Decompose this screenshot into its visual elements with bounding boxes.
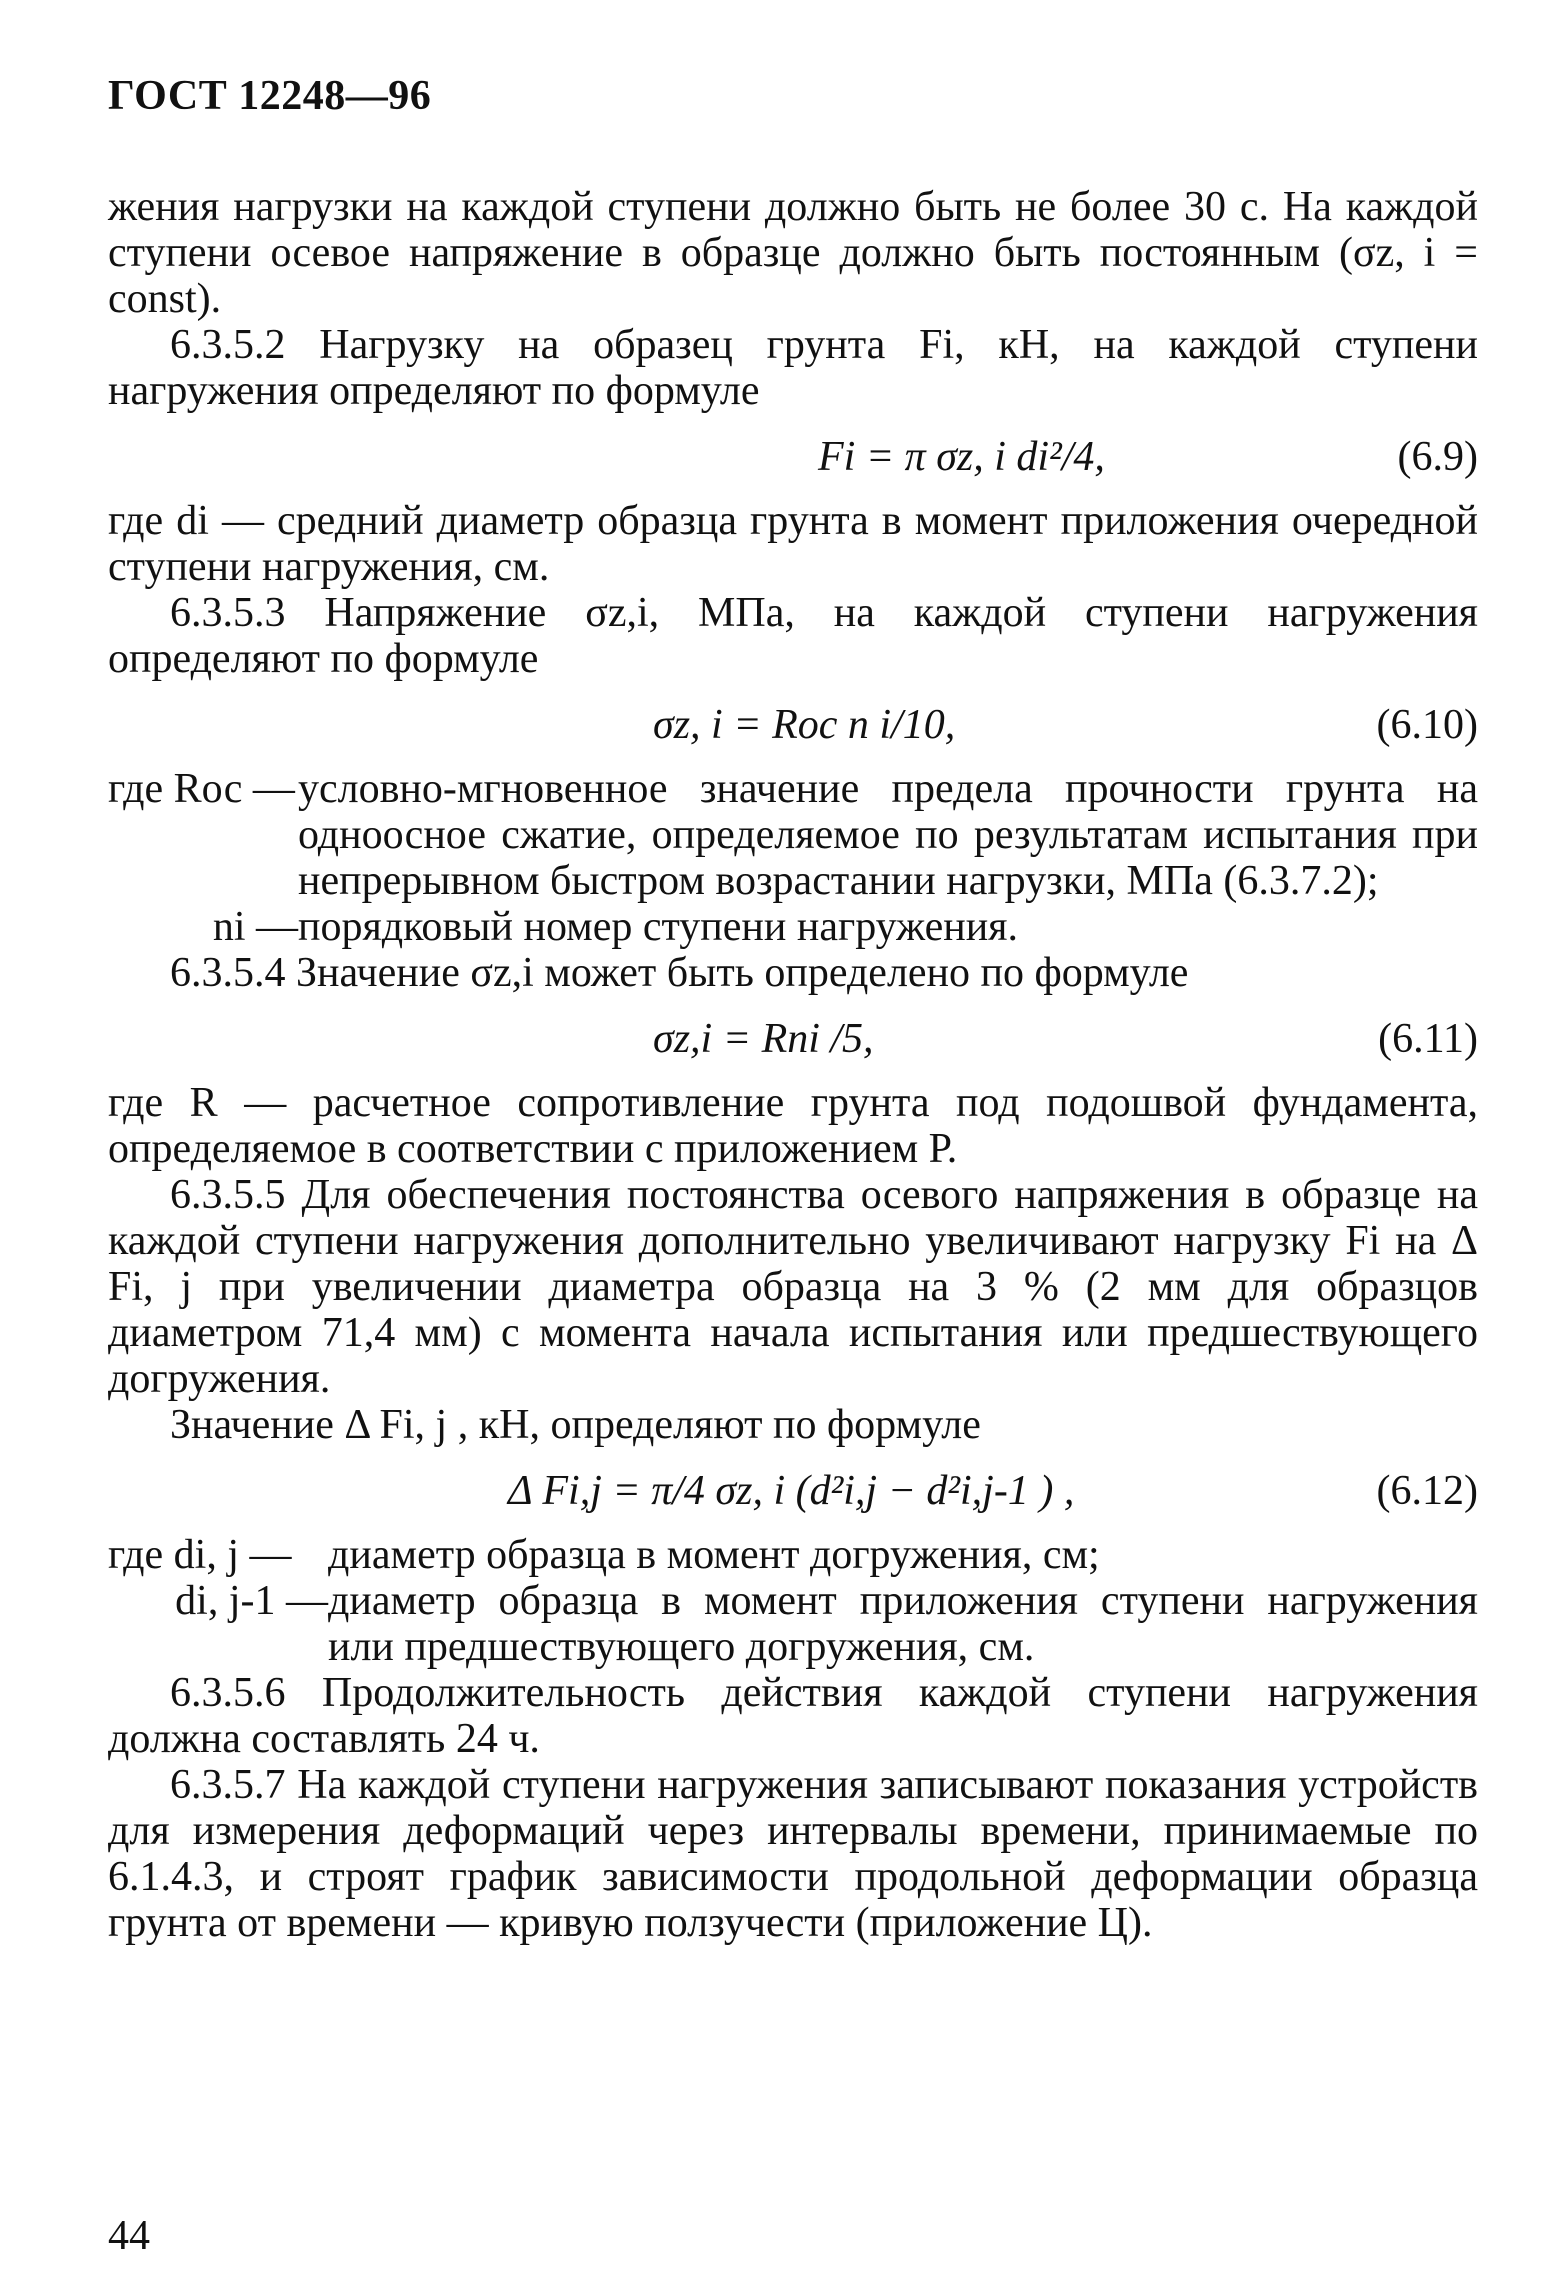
definition-list	[108, 766, 1478, 950]
document-header: ГОСТ 12248—96	[108, 73, 432, 119]
formula-number: (6.11)	[1378, 1016, 1478, 1062]
definition-row	[108, 1578, 1478, 1670]
formula-number: (6.12)	[1376, 1468, 1478, 1514]
definition-term: где Rос —	[108, 766, 295, 812]
definition-row	[108, 1532, 1478, 1578]
definition-term: ni —	[212, 904, 298, 950]
paragraph-6-3-5-6: 6.3.5.6 Продолжительность действия каждой ступени нагружения должна составлять 24 ч.	[108, 1670, 1478, 1762]
formula-6-10	[108, 694, 1478, 756]
definition-text: диаметр образца в момент приложения ступени нагружения или предшествующего догружения, см.	[328, 1578, 1478, 1670]
formula-number: (6.10)	[1376, 702, 1478, 748]
paragraph-where-r: где R — расчетное сопротивление грунта под подошвой фундамента, определяемое в соответствии с приложением Р.	[108, 1080, 1478, 1172]
definition-text: условно-мгновенное значение предела прочности грунта на одноосное сжатие, определяемое по результатам испытания при непрерывном быстром возрастании нагрузки, МПа (6.3.7.2);	[298, 766, 1478, 904]
formula-expression: σz, i = Rос n i/10,	[653, 702, 956, 748]
document-body	[108, 184, 1478, 1946]
definition-row	[108, 904, 1478, 950]
definition-text: диаметр образца в момент догружения, см;	[328, 1532, 1100, 1578]
formula-expression: Fi = π σz, i di²/4,	[818, 434, 1105, 480]
paragraph-6-3-5-2: 6.3.5.2 Нагрузку на образец грунта Fi, кН, на каждой ступени нагружения определяют по формуле	[108, 322, 1478, 414]
formula-expression: σz,i = Rni /5,	[653, 1016, 874, 1062]
paragraph-6-3-5-7: 6.3.5.7 На каждой ступени нагружения записывают показания устройств для измерения деформаций через интервалы времени, принимаемые по 6.1.4.3, и строят график зависимости продольной деформации образца грунта от времени — кривую ползучести (приложение Ц).	[108, 1762, 1478, 1946]
definition-list	[108, 1532, 1478, 1670]
definition-term: di, j-1 —	[175, 1578, 328, 1624]
definition-text: порядковый номер ступени нагружения.	[298, 904, 1018, 950]
formula-number: (6.9)	[1397, 434, 1478, 480]
paragraph-delta-f: Значение Δ Fi, j , кН, определяют по формуле	[170, 1402, 981, 1448]
definition-term: где di, j —	[108, 1532, 292, 1578]
formula-expression: Δ Fi,j = π/4 σz, i (d²i,j − d²i,j-1 ) ,	[508, 1468, 1075, 1514]
paragraph-continuation: жения нагрузки на каждой ступени должно быть не более 30 с. На каждой ступени осевое напряжение в образце должно быть постоянным (σz, i = const).	[108, 184, 1478, 322]
paragraph-where-di: где di — средний диаметр образца грунта в момент приложения очередной ступени нагружения, см.	[108, 498, 1478, 590]
formula-6-12	[108, 1460, 1478, 1522]
definition-row	[108, 766, 1478, 904]
paragraph-6-3-5-5: 6.3.5.5 Для обеспечения постоянства осевого напряжения в образце на каждой ступени нагружения дополнительно увеличивают нагрузку Fi на Δ Fi, j при увеличении диаметра образца на 3 % (2 мм для образцов диаметром 71,4 мм) с момента начала испытания или предшествующего догружения.	[108, 1172, 1478, 1402]
paragraph-6-3-5-3: 6.3.5.3 Напряжение σz,i, МПа, на каждой ступени нагружения определяют по формуле	[108, 590, 1478, 682]
document-page	[108, 72, 1478, 2262]
page-number: 44	[108, 2213, 150, 2259]
formula-6-11	[108, 1008, 1478, 1070]
formula-6-9	[108, 426, 1478, 488]
paragraph-6-3-5-4: 6.3.5.4 Значение σz,i может быть определено по формуле	[170, 950, 1189, 996]
